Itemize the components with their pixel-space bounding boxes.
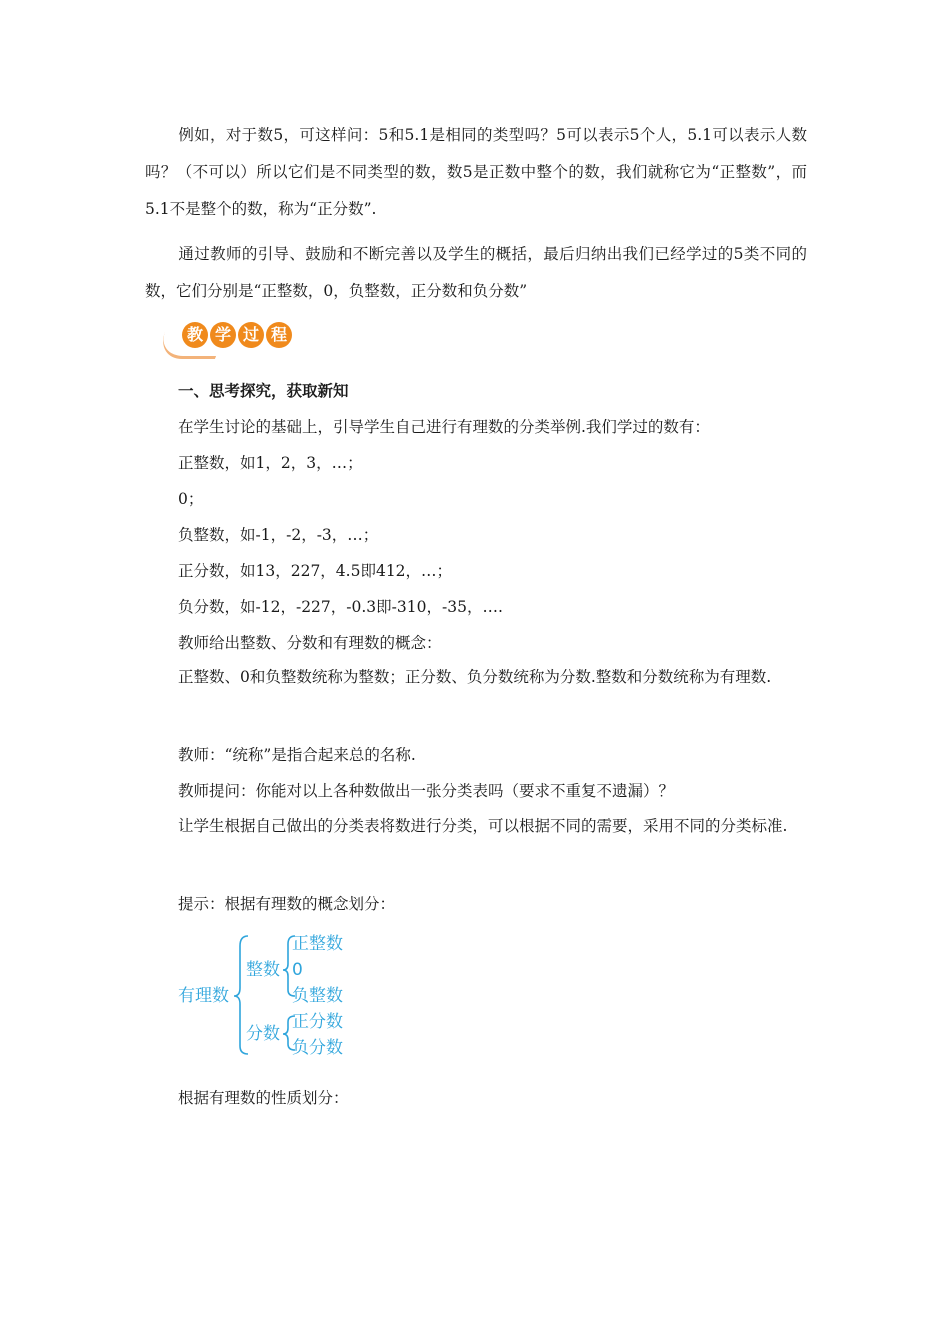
classification-diagram: [178, 930, 368, 1060]
badge-char: 过: [238, 322, 264, 348]
integer-child: 正整数: [292, 934, 343, 954]
text-line: 在学生讨论的基础上，引导学生自己进行有理数的分类举例.我们学过的数有：: [178, 418, 710, 436]
badge-char: 程: [266, 322, 292, 348]
paragraph-example: 例如，对于数5，可这样问：5和5.1是相同的类型吗？5可以表示5个人，5.1可以表示人数吗？（不可以）所以它们是不同类型的数，数5是正数中整个的数，我们就称它为“正整数”，而5.1不是整个的数，称为“正分数”.: [145, 126, 807, 218]
text-line: 正分数，如13，227，4.5即412，…；: [178, 562, 453, 580]
paragraph-classify: 让学生根据自己做出的分类表将数进行分类，可以根据不同的需要，采用不同的分类标准.: [178, 817, 788, 835]
fraction-label: 分数: [246, 1024, 280, 1044]
text-line: 提示：根据有理数的概念划分：: [178, 895, 396, 913]
text-line: 教师：“统称”是指合起来总的名称.: [178, 746, 416, 764]
text-line: 0；: [178, 490, 204, 508]
paragraph-summary: 通过教师的引导、鼓励和不断完善以及学生的概括，最后归纳出我们已经学过的5类不同的数，它们分别是“正整数，0，负整数，正分数和负分数”: [145, 245, 807, 300]
section-heading: 一、思考探究，获取新知: [178, 382, 349, 400]
text-line: 负整数，如-1，-2，-3，…；: [178, 526, 379, 544]
text-line: 教师给出整数、分数和有理数的概念：: [178, 634, 442, 652]
integer-child: 0: [292, 960, 303, 980]
fraction-child: 正分数: [292, 1012, 343, 1032]
text-line: 负分数，如-12，-227，-0.3即-310，-35，….: [178, 598, 503, 616]
text-line: 教师提问：你能对以上各种数做出一张分类表吗（要求不重复不遗漏）？: [178, 782, 675, 800]
teaching-process-badge: [160, 318, 290, 358]
paragraph-concepts: 正整数、0和负整数统称为整数；正分数、负分数统称为分数.整数和分数统称为有理数.: [178, 668, 772, 686]
root-label: 有理数: [178, 986, 229, 1006]
text-line: 正整数，如1，2，3，…；: [178, 454, 363, 472]
badge-char: 学: [210, 322, 236, 348]
fraction-child: 负分数: [292, 1038, 343, 1058]
text-line: 根据有理数的性质划分：: [178, 1089, 349, 1107]
badge-char: 教: [182, 322, 208, 348]
integer-child: 负整数: [292, 986, 343, 1006]
integer-label: 整数: [246, 960, 280, 980]
